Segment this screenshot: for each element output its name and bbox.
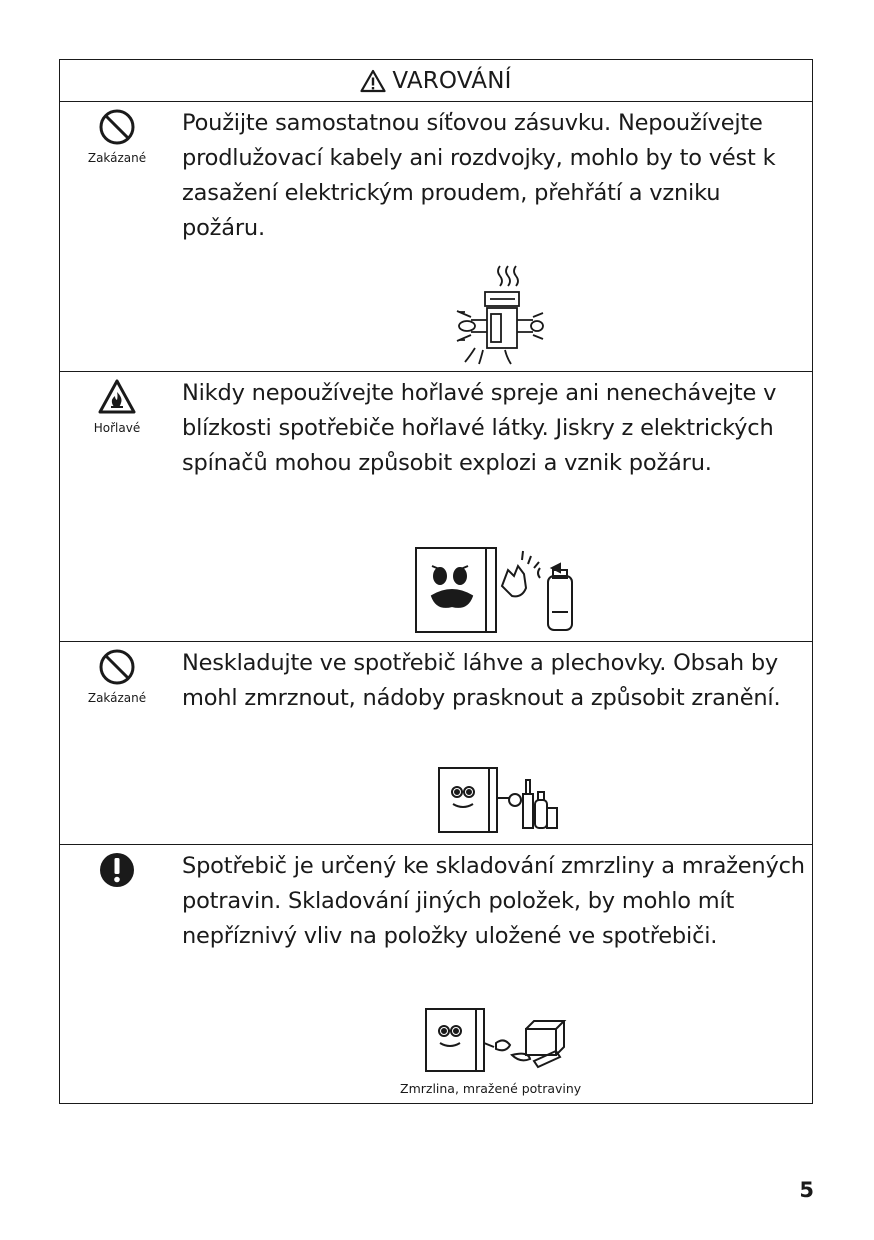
symbol-cell: [60, 108, 174, 165]
warning-row-storage: [60, 845, 812, 1103]
warning-header: [60, 60, 812, 102]
warning-text: Spotřebič je určený ke skladování zmrzliny a mražených potravin. Skladování jiných položek, by mohlo mít nepříznivý vliv na položky uložené ve spotřebiči.: [182, 853, 805, 949]
freezer-bottles-illustration: [435, 764, 560, 836]
symbol-caption: Zakázané: [87, 151, 147, 165]
warning-row-socket: [60, 102, 812, 372]
symbol-caption: Zakázané: [87, 691, 147, 705]
symbol-cell: [60, 851, 174, 889]
flammable-icon: [97, 378, 137, 416]
warning-row-flammable: [60, 372, 812, 642]
warning-title: VAROVÁNÍ: [392, 67, 512, 94]
freezer-ice-cream-illustration: [422, 1005, 567, 1077]
warning-text: Použijte samostatnou síťovou zásuvku. Nepoužívejte prodlužovací kabely ani rozdvojky, mohlo by to vést k zasažení elektrickým proudem, přehřátí a vzniku požáru.: [182, 110, 776, 241]
symbol-cell: [60, 378, 174, 435]
warning-table: [59, 59, 813, 1104]
page-number: 5: [799, 1178, 814, 1202]
mandatory-exclamation-icon: [98, 851, 136, 889]
symbol-caption: Hořlavé: [93, 421, 141, 435]
warning-row-bottles: [60, 642, 812, 845]
illustration-caption: Zmrzlina, mražené potraviny: [400, 1081, 582, 1096]
prohibited-icon: [98, 108, 136, 146]
warning-triangle-icon: [360, 69, 386, 93]
prohibited-icon: [98, 648, 136, 686]
freezer-spray-can-illustration: [410, 542, 585, 637]
warning-text: Nikdy nepoužívejte hořlavé spreje ani nenechávejte v blízkosti spotřebiče hořlavé látky. Jiskry z elektrických spínačů mohou způsobit explozi a vznik požáru.: [182, 380, 777, 476]
symbol-cell: [60, 648, 174, 705]
overloaded-socket-illustration: [445, 262, 545, 367]
warning-text: Neskladujte ve spotřebič láhve a plechovky. Obsah by mohl zmrznout, nádoby prasknout a způsobit zranění.: [182, 650, 781, 711]
